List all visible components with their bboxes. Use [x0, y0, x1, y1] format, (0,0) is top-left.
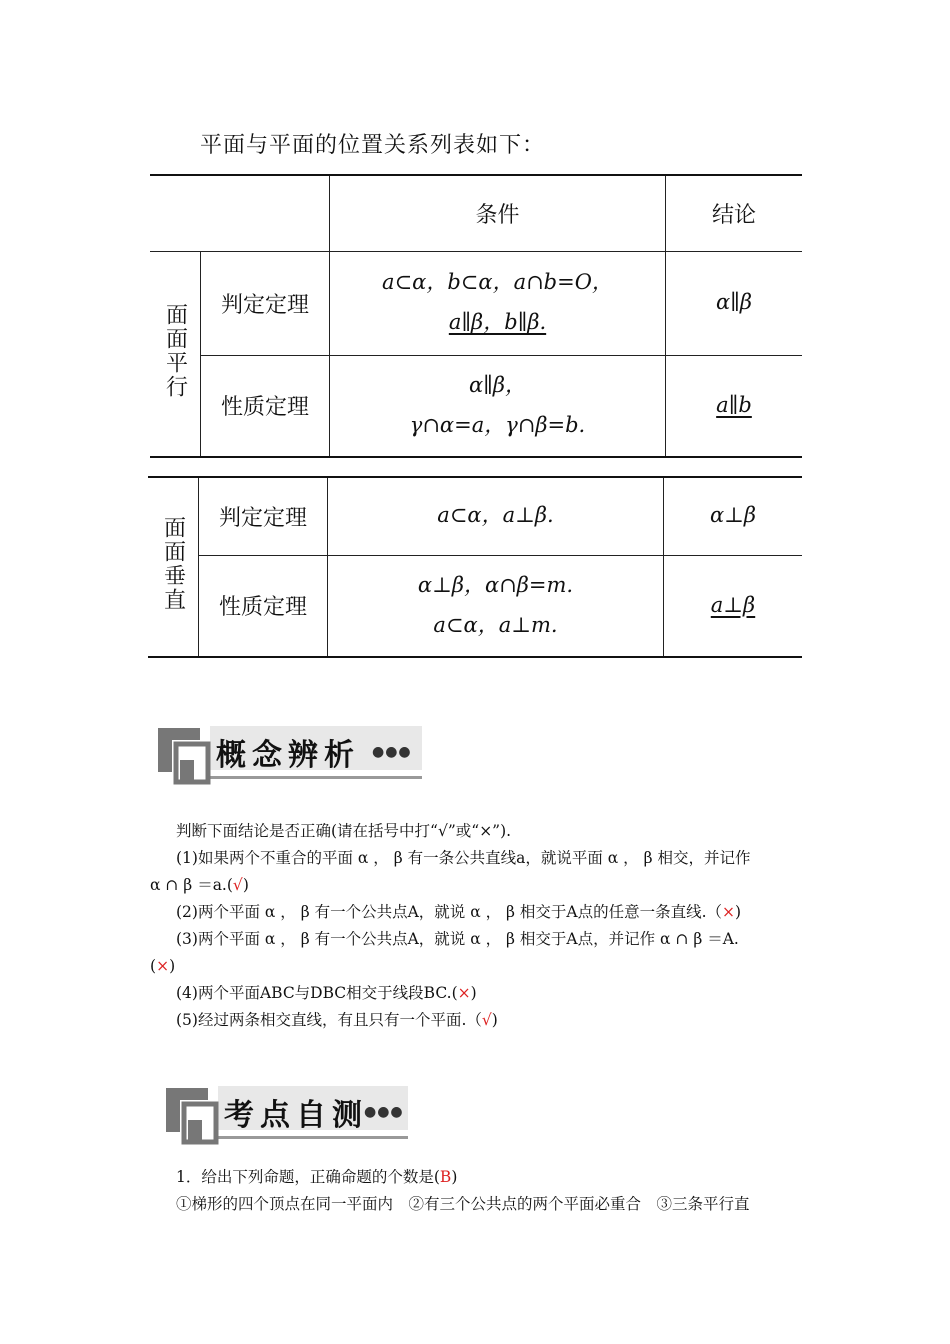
list-item-cont: α ∩ β ＝a.(√) [150, 876, 249, 894]
section-banner-selftest [158, 1080, 408, 1146]
list-item: (1)如果两个不重合的平面 α ， β 有一条公共直线a，就说平面 α ， β 相交，并记作 [176, 849, 751, 867]
perpendicular-table [148, 476, 802, 658]
list-item: (4)两个平面ABC与DBC相交于线段BC.(×) [176, 984, 477, 1002]
section2-content [176, 1164, 816, 1218]
conclusion-header: 结论 [666, 175, 803, 251]
conclusion-cell: α⊥β [664, 477, 803, 555]
banner-title: 概念辨析 [216, 738, 360, 773]
section1-content [150, 818, 810, 1034]
row-name: 判定定理 [201, 251, 330, 355]
list-item-cont: (×) [150, 957, 176, 975]
group-label-perp: 面面垂直 [148, 477, 199, 657]
condition-line: α∥β， [468, 372, 527, 397]
empty-header-cell [150, 175, 330, 251]
list-item: (5)经过两条相交直线，有且只有一个平面.（√) [176, 1011, 498, 1029]
banner-title: 考点自测 [224, 1098, 368, 1133]
conclusion-cell: α∥β [666, 251, 803, 355]
lead-text: 判断下面结论是否正确(请在括号中打“√”或“×”). [176, 822, 512, 840]
parallel-table [150, 174, 802, 458]
condition-cell [330, 355, 666, 457]
condition-line: a∥β，b∥β. [448, 310, 547, 334]
section-banner-concept [150, 720, 422, 786]
condition-cell [328, 555, 664, 657]
banner-dots: ●●● [372, 744, 412, 760]
question: 1．给出下列命题，正确命题的个数是(B) [176, 1168, 458, 1186]
list-item: (2)两个平面 α ， β 有一个公共点A，就说 α ， β 相交于A点的任意一条直线.（×) [176, 903, 742, 921]
condition-line: a⊂α，a⊥β. [437, 503, 554, 528]
group-label-parallel: 面面平行 [150, 251, 201, 457]
condition-header: 条件 [330, 175, 666, 251]
banner-dots: ●●● [364, 1104, 404, 1120]
row-name: 性质定理 [201, 355, 330, 457]
conclusion-cell: a⊥β [664, 555, 803, 657]
condition-cell [328, 477, 664, 555]
list-item: (3)两个平面 α ， β 有一个公共点A，就说 α ， β 相交于A点，并记作 α ∩ β ＝A. [176, 930, 739, 948]
intro-text: 平面与平面的位置关系列表如下： [200, 133, 546, 158]
conclusion-cell: a∥b [666, 355, 803, 457]
condition-line: α⊥β，α∩β=m. [417, 572, 574, 597]
condition-cell [330, 251, 666, 355]
question-options: ①梯形的四个顶点在同一平面内 ②有三个公共点的两个平面必重合 ③三条平行直 [176, 1195, 750, 1213]
row-name: 性质定理 [199, 555, 328, 657]
condition-line: a⊂α，a⊥m. [433, 612, 558, 637]
row-name: 判定定理 [199, 477, 328, 555]
condition-line: a⊂α，b⊂α，a∩b=O， [382, 270, 613, 295]
condition-line: γ∩α=a，γ∩β=b. [409, 412, 586, 437]
